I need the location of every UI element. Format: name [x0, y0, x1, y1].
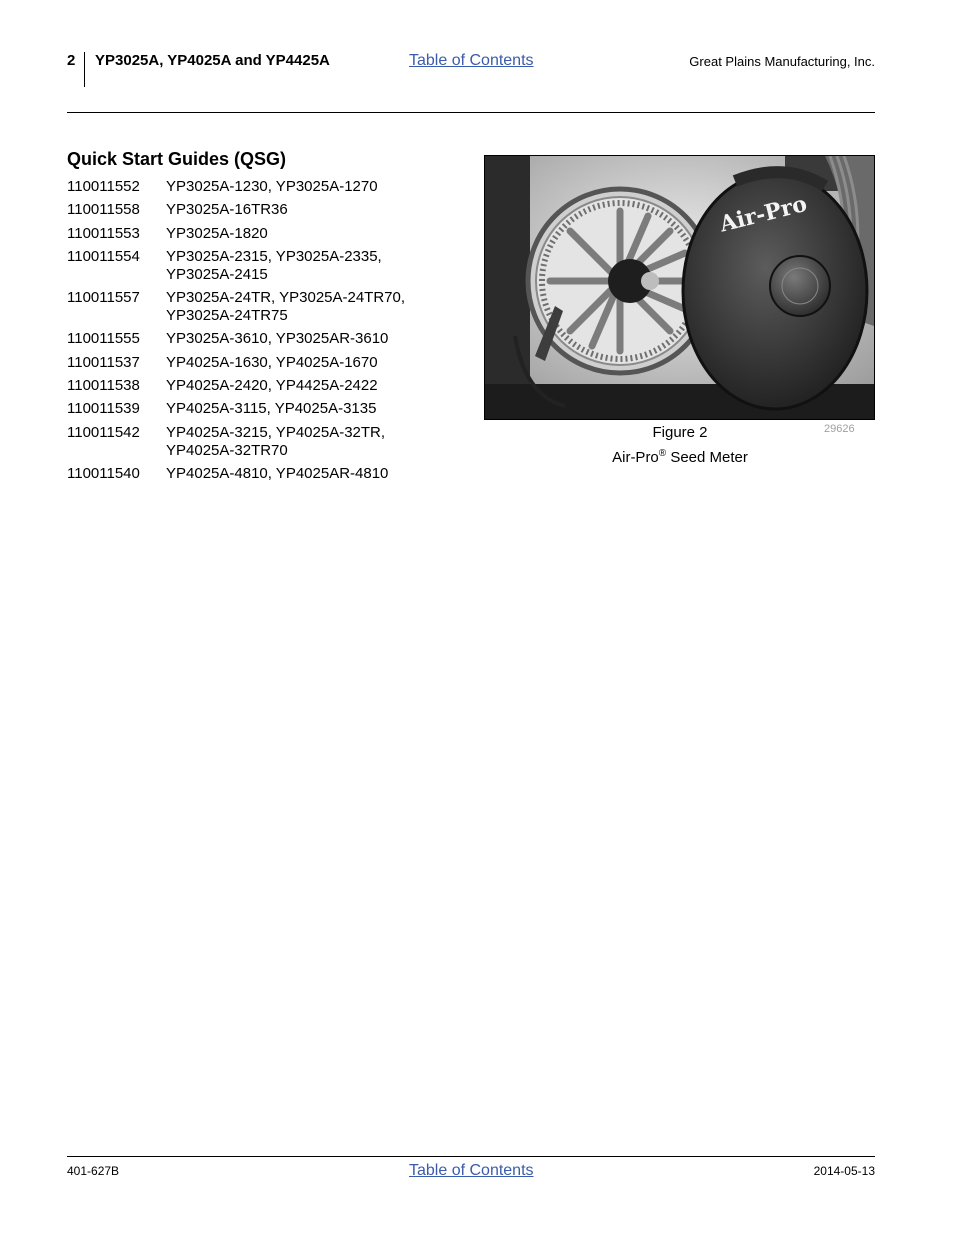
seed-meter-photo [484, 155, 875, 420]
qsg-part-number: 110011538 [67, 377, 140, 395]
page-number: 2 [67, 52, 76, 69]
header-toc-link[interactable]: Table of Contents [409, 52, 534, 69]
qsg-row [67, 400, 467, 418]
figure-label: Figure 2 [652, 424, 708, 441]
document-title: YP3025A, YP4025A and YP4425A [95, 52, 330, 69]
qsg-part-number: 110011557 [67, 289, 140, 307]
footer-rule [67, 1156, 875, 1157]
qsg-model-list: YP3025A-1230, YP3025A-1270 [166, 178, 378, 195]
caption-product: Air-Pro [612, 449, 659, 466]
figure-image-id: 29626 [824, 423, 855, 435]
footer-doc-number: 401-627B [67, 1164, 120, 1178]
qsg-row [67, 354, 467, 372]
qsg-row [67, 465, 467, 483]
qsg-part-number: 110011537 [67, 353, 140, 371]
qsg-row [67, 377, 467, 395]
qsg-model-list: YP4025A-3115, YP4025A-3135 [166, 400, 377, 418]
qsg-model-list: YP4025A-2420, YP4425A-2422 [166, 377, 378, 395]
company-name: Great Plains Manufacturing, Inc. [689, 54, 875, 69]
section-title: Quick Start Guides (QSG) [67, 149, 287, 169]
qsg-model-list: YP4025A-4810, YP4025AR-4810 [166, 464, 389, 482]
qsg-part-number: 110011554 [67, 247, 140, 265]
footer-toc-link[interactable]: Table of Contents [409, 1162, 534, 1179]
qsg-row [67, 178, 467, 196]
footer-date: 2014-05-13 [813, 1164, 875, 1178]
qsg-part-number: 110011542 [67, 423, 140, 441]
qsg-part-number: 110011540 [67, 464, 140, 482]
caption-rest: Seed Meter [666, 449, 748, 466]
qsg-row [67, 248, 467, 284]
qsg-list [67, 178, 467, 488]
header-divider [84, 52, 85, 87]
header-rule [67, 112, 875, 113]
qsg-part-number: 110011539 [67, 400, 140, 418]
qsg-part-number: 110011558 [67, 201, 140, 219]
qsg-part-number: 110011553 [67, 224, 140, 242]
qsg-row [67, 424, 467, 460]
qsg-model-list: YP3025A-1820 [166, 224, 268, 242]
figure-caption [484, 422, 876, 468]
figure-description [484, 443, 876, 468]
qsg-model-list: YP3025A-24TR, YP3025A-24TR70, YP3025A-24TR75 [166, 289, 406, 325]
qsg-row [67, 225, 467, 243]
qsg-model-list: YP3025A-2315, YP3025A-2335, YP3025A-2415 [166, 247, 382, 283]
qsg-row [67, 201, 467, 219]
qsg-model-list: YP3025A-16TR36 [166, 201, 288, 219]
registered-mark: ® [658, 448, 667, 459]
qsg-model-list: YP4025A-1630, YP4025A-1670 [166, 353, 378, 371]
qsg-row [67, 330, 467, 348]
qsg-part-number: 110011552 [67, 178, 140, 195]
qsg-model-list: YP3025A-3610, YP3025AR-3610 [166, 330, 389, 348]
cover-logo: Air-Pro [716, 190, 810, 238]
seed-meter-illustration [485, 156, 874, 419]
qsg-row [67, 289, 467, 325]
qsg-part-number: 110011555 [67, 330, 140, 348]
qsg-model-list: YP4025A-3215, YP4025A-32TR, YP4025A-32TR70 [166, 423, 386, 459]
